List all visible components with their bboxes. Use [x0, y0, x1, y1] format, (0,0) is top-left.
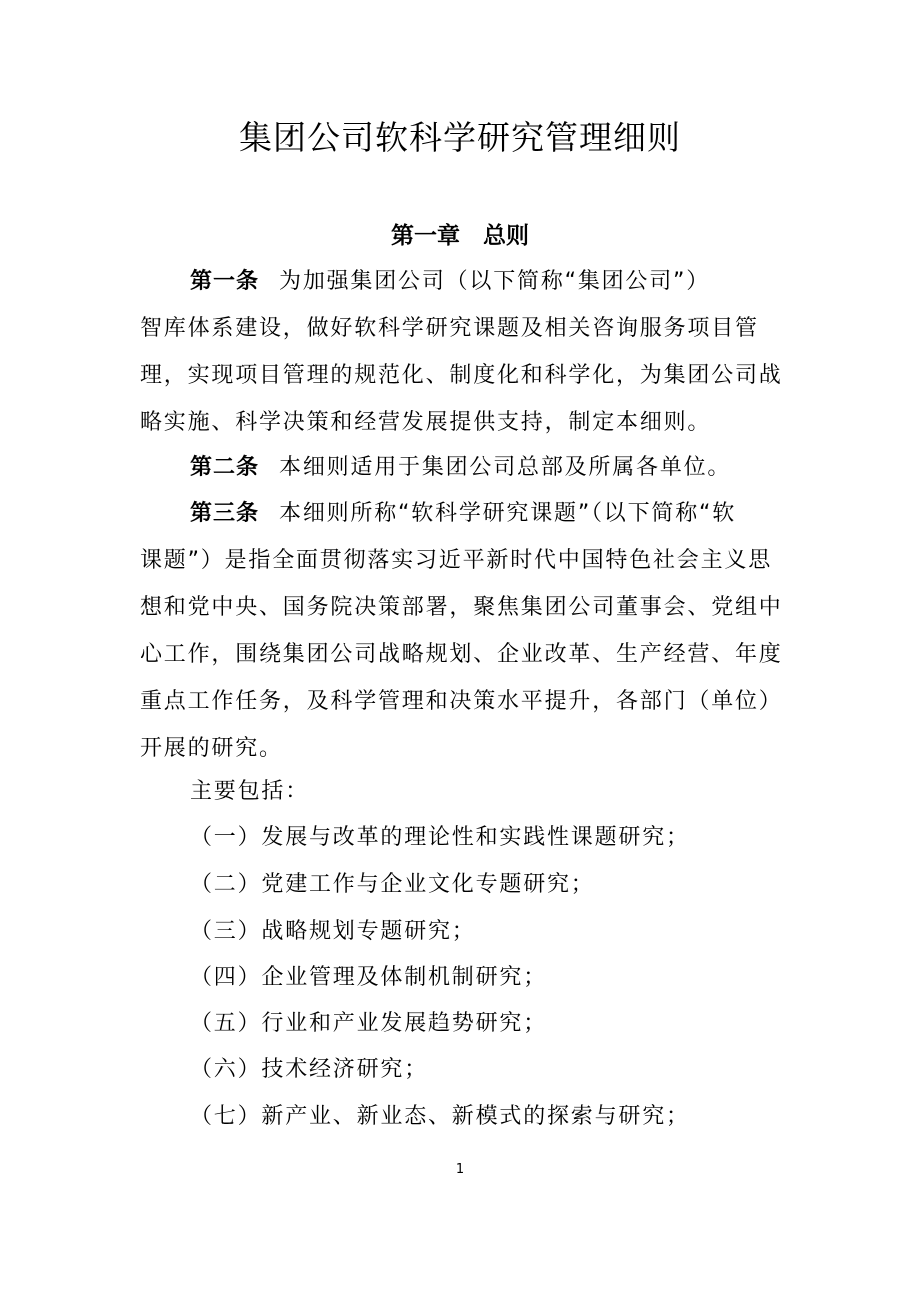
list-item: （一）发展与改革的理论性和实践性课题研究； [190, 825, 690, 850]
list-item: （二）党建工作与企业文化专题研究； [190, 872, 595, 897]
page-number: 1 [455, 1162, 465, 1177]
list-item: （四）企业管理及体制机制研究； [190, 965, 548, 990]
article-3-line-2: 课题”）是指全面贯彻落实习近平新时代中国特色社会主义思 [140, 548, 772, 573]
article-3-label: 第三条 [190, 501, 260, 526]
article-1-text: 为加强集团公司（以下简称“集团公司”） [279, 269, 711, 294]
article-3-line-6: 开展的研究。 [140, 736, 283, 761]
list-item: （五）行业和产业发展趋势研究； [190, 1011, 548, 1036]
list-item: （六）技术经济研究； [190, 1057, 429, 1082]
main-intro: 主要包括： [190, 779, 310, 804]
article-2-label: 第二条 [190, 455, 260, 480]
article-1-line-1 [190, 262, 710, 302]
article-2-text: 本细则适用于集团公司总部及所属各单位。 [279, 455, 732, 480]
article-1-line-3: 理，实现项目管理的规范化、制度化和科学化，为集团公司战 [140, 363, 783, 388]
article-3-line-1 [190, 494, 736, 534]
list-item: （三）战略规划专题研究； [190, 919, 476, 944]
article-3-text: 本细则所称“软科学研究课题”（以下简称“软 [279, 501, 737, 526]
article-3-line-3: 想和党中央、国务院决策部署，聚焦集团公司董事会、党组中 [140, 595, 783, 620]
chapter-heading: 第一章 总则 [391, 223, 529, 249]
article-1-line-4: 略实施、科学决策和经营发展提供支持，制定本细则。 [140, 410, 712, 435]
article-1-label: 第一条 [190, 269, 260, 294]
article-1-line-2: 智库体系建设，做好软科学研究课题及相关咨询服务项目管 [140, 316, 759, 341]
page-title: 集团公司软科学研究管理细则 [239, 118, 681, 157]
list-item: （七）新产业、新业态、新模式的探索与研究； [190, 1104, 690, 1129]
article-3-line-5: 重点工作任务，及科学管理和决策水平提升，各部门（单位） [140, 689, 783, 714]
article-3-line-4: 心工作，围绕集团公司战略规划、企业改革、生产经营、年度 [140, 642, 783, 667]
article-2-line-1 [190, 448, 731, 488]
